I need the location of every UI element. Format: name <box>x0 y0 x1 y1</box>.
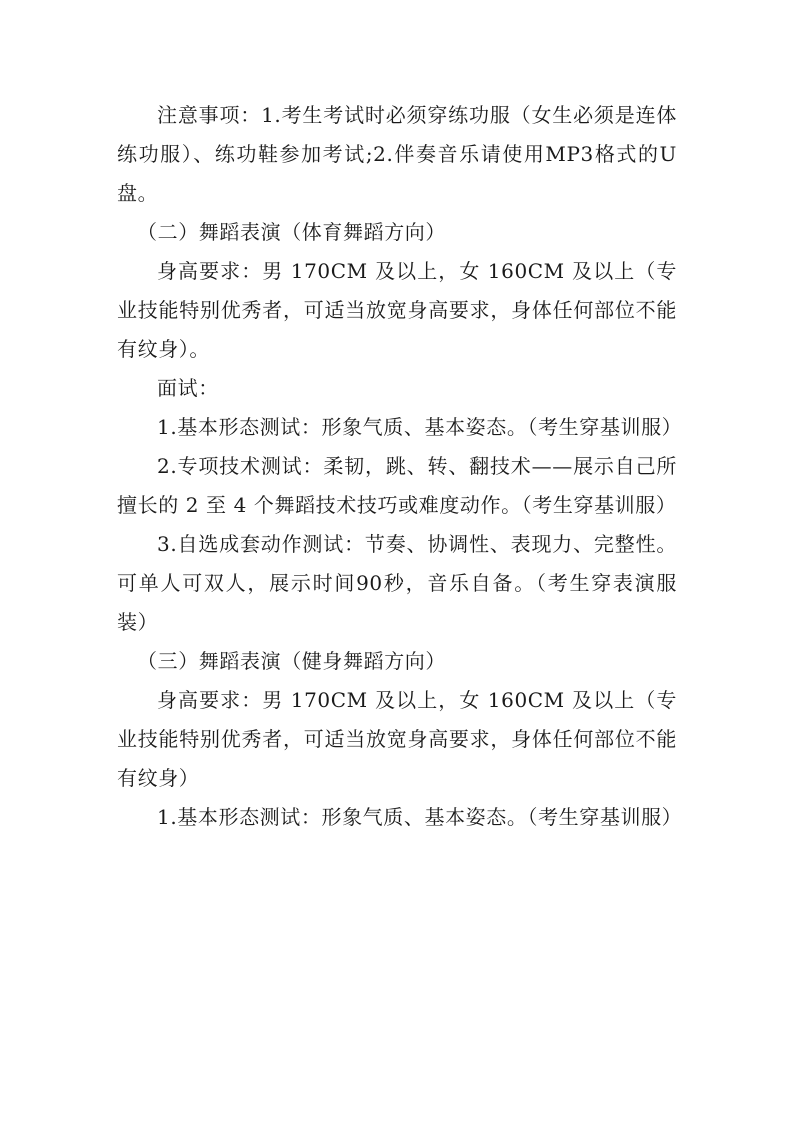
document-body <box>117 96 683 837</box>
test-item-1: 1.基本形态测试：形象气质、基本姿态。（考生穿基训服） <box>157 415 683 439</box>
test-item-3: 3.自选成套动作测试：节奏、协调性、表现力、完整性。可单人可双人，展示时间90秒，音乐自备。（考生穿表演服装） <box>117 532 677 634</box>
test-item-2: 2.专项技术测试：柔韧，跳、转、翻技术——展示自己所擅长的 2 至 4 个舞蹈技术技巧或难度动作。（考生穿基训服） <box>117 454 677 517</box>
interview-label: 面试： <box>157 376 219 400</box>
notice-paragraph: 注意事项：1.考生考试时必须穿练功服（女生必须是连体练功服）、练功鞋参加考试;2.伴奏音乐请使用MP3格式的U盘。 <box>117 103 677 205</box>
height-requirement-paragraph-2: 身高要求：男 170CM 及以上，女 160CM 及以上（专业技能特别优秀者，可适当放宽身高要求，身体任何部位不能有纹身） <box>117 688 677 790</box>
section-heading-fitness-dance: （三）舞蹈表演（健身舞蹈方向） <box>137 649 446 673</box>
section-heading-sports-dance: （二）舞蹈表演（体育舞蹈方向） <box>137 220 446 244</box>
height-requirement-paragraph: 身高要求：男 170CM 及以上，女 160CM 及以上（专业技能特别优秀者，可适当放宽身高要求，身体任何部位不能有纹身）。 <box>117 259 677 361</box>
test-item-1-fitness: 1.基本形态测试：形象气质、基本姿态。（考生穿基训服） <box>157 805 683 829</box>
